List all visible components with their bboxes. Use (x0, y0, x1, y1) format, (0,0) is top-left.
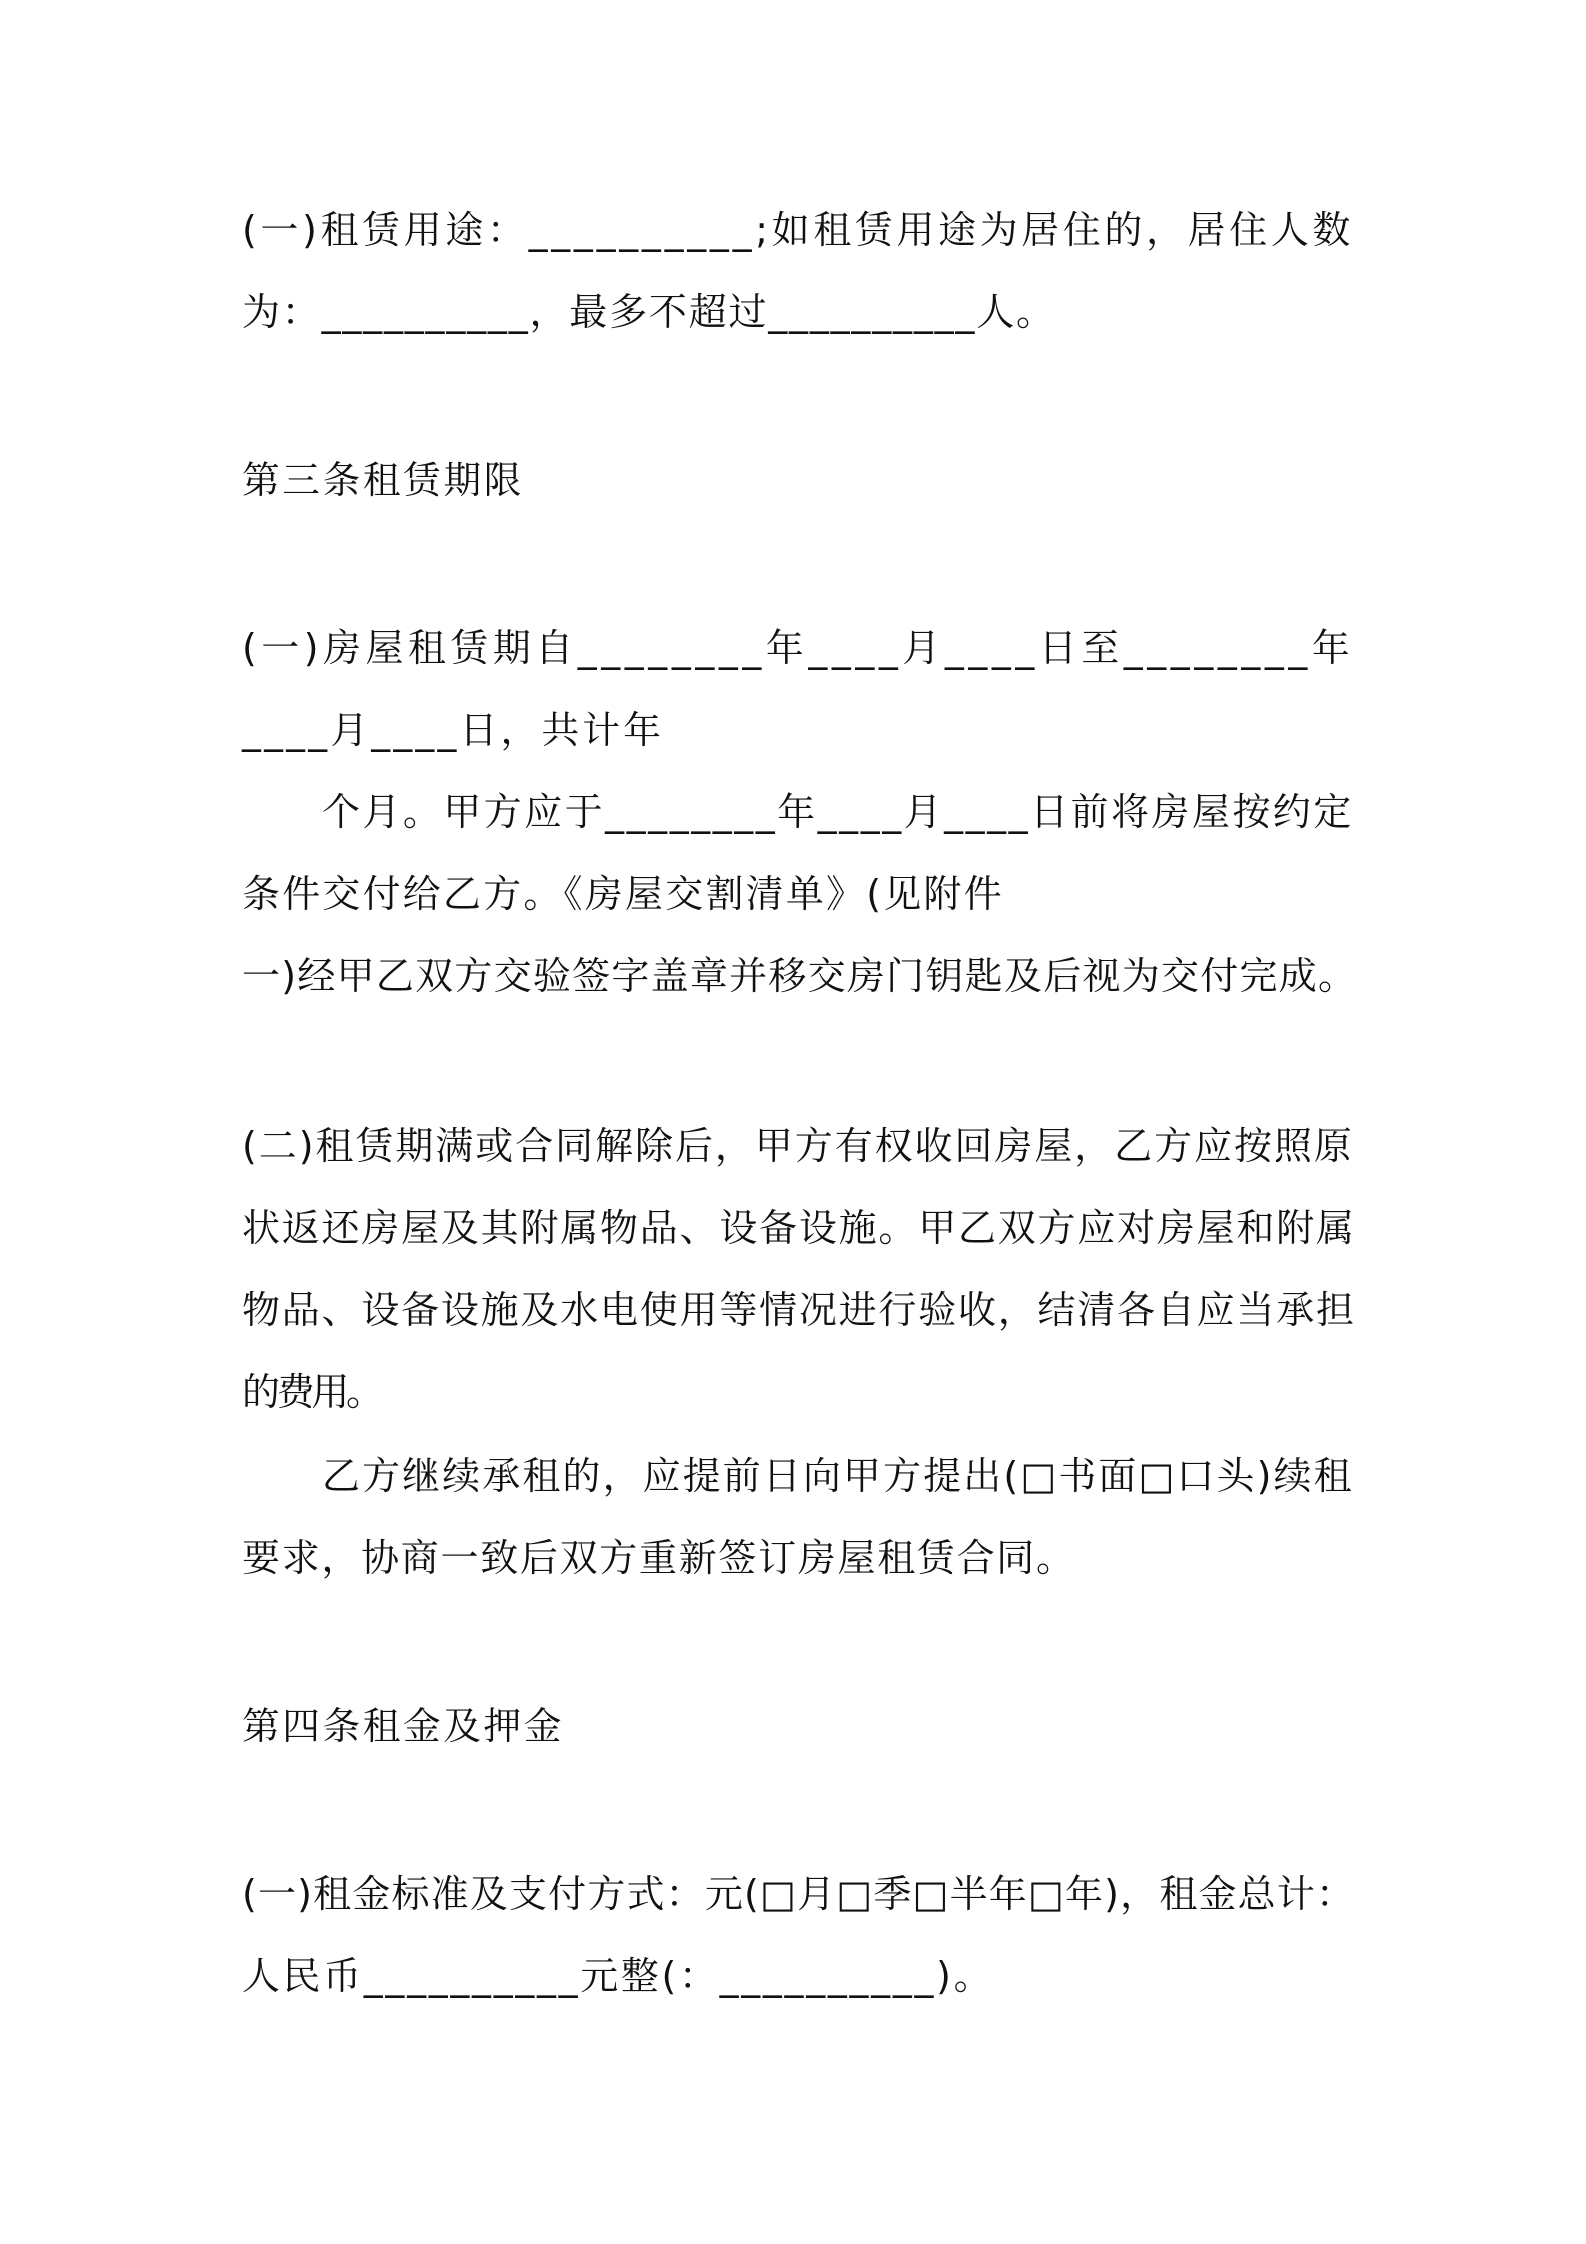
lease-term-line-5: 一)经甲乙双方交验签字盖章并移交房门钥匙及后视为交付完成。 (242, 954, 1358, 998)
lease-term-line-2: ____月____日，共计年 (242, 708, 665, 752)
rent-line-2: 人民币__________元整(：__________)。 (242, 1954, 995, 1998)
lease-expiry-line-4: 的费用。 (242, 1370, 381, 1414)
renewal-line-2: 要求，协商一致后双方重新签订房屋租赁合同。 (242, 1536, 1076, 1580)
lease-term-line-1: (一)房屋租赁期自________年____月____日至________年 (242, 626, 1355, 670)
rent-line-1: (一)租金标准及支付方式：元(□月□季□半年□年)，租金总计： (242, 1872, 1356, 1916)
clause-3-purpose-line-1: (一)租赁用途：__________;如租赁用途为居住的，居住人数 (242, 208, 1355, 252)
lease-term-line-3: 个月。甲方应于________年____月____日前将房屋按约定 (322, 790, 1354, 834)
renewal-line-1: 乙方继续承租的，应提前日向甲方提出(□书面□口头)续租 (322, 1454, 1354, 1498)
lease-term-line-4: 条件交付给乙方。《房屋交割清单》(见附件 (242, 872, 1004, 916)
article-3-heading: 第三条租赁期限 (242, 458, 525, 502)
article-4-heading: 第四条租金及押金 (242, 1704, 565, 1748)
lease-expiry-line-2: 状返还房屋及其附属物品、设备设施。甲乙双方应对房屋和附属 (242, 1206, 1356, 1250)
lease-expiry-line-3: 物品、设备设施及水电使用等情况进行验收，结清各自应当承担 (242, 1288, 1356, 1332)
lease-expiry-line-1: (二)租赁期满或合同解除后，甲方有权收回房屋，乙方应按照原 (242, 1124, 1354, 1168)
clause-3-purpose-line-2: 为：__________，最多不超过__________人。 (242, 290, 1056, 334)
